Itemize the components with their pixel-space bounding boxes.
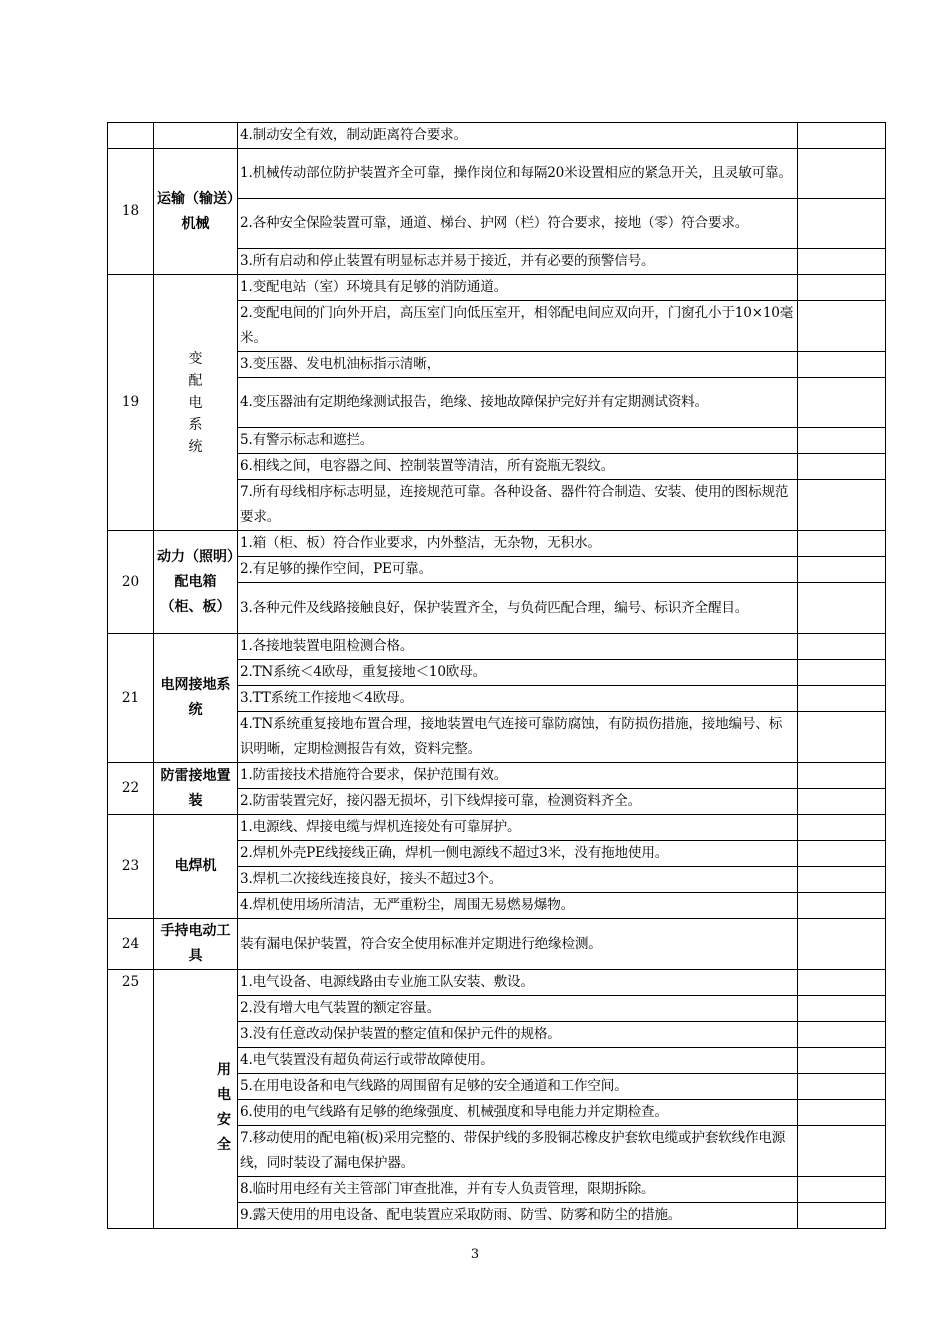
- check-item: 6.使用的电气线路有足够的绝缘强度、机械强度和导电能力并定期检查。: [238, 1100, 798, 1126]
- check-item: 装有漏电保护装置，符合安全使用标准并定期进行绝缘检测。: [238, 919, 798, 970]
- result-cell: [798, 1022, 886, 1048]
- category-label: 用电安全: [217, 1062, 231, 1153]
- check-item: 2.没有增大电气装置的额定容量。: [238, 996, 798, 1022]
- result-cell: [798, 1048, 886, 1074]
- category-cell: 手持电动工具: [154, 919, 238, 970]
- result-cell: [798, 1126, 886, 1177]
- check-item: 1.电源线、焊接电缆与焊机连接处有可靠屏护。: [238, 815, 798, 841]
- check-item: 3.各种元件及线路接触良好，保护装置齐全，与负荷匹配合理，编号、标识齐全醒目。: [238, 583, 798, 634]
- row-number: 19: [108, 275, 154, 531]
- result-cell: [798, 841, 886, 867]
- result-cell: [798, 123, 886, 149]
- result-cell: [798, 480, 886, 531]
- row-number: [108, 123, 154, 149]
- check-item: 7.所有母线相序标志明显，连接规范可靠。各种设备、器件符合制造、安装、使用的图标规范要求。: [238, 480, 798, 531]
- result-cell: [798, 893, 886, 919]
- result-cell: [798, 454, 886, 480]
- result-cell: [798, 1100, 886, 1126]
- result-cell: [798, 1074, 886, 1100]
- check-item: 3.没有任意改动保护装置的整定值和保护元件的规格。: [238, 1022, 798, 1048]
- check-item: 2.各种安全保险装置可靠，通道、梯台、护网（栏）符合要求，接地（零）符合要求。: [238, 199, 798, 249]
- table-row: [108, 275, 886, 301]
- row-number: 18: [108, 149, 154, 275]
- result-cell: [798, 970, 886, 996]
- result-cell: [798, 199, 886, 249]
- row-number: 21: [108, 634, 154, 763]
- page-number: 3: [470, 1247, 480, 1262]
- result-cell: [798, 815, 886, 841]
- category-cell: 运输（输送）机械: [154, 149, 238, 275]
- result-cell: [798, 149, 886, 199]
- check-item: 6.相线之间，电容器之间、控制装置等清洁，所有瓷瓶无裂纹。: [238, 454, 798, 480]
- check-item: 4.焊机使用场所清洁，无严重粉尘，周围无易燃易爆物。: [238, 893, 798, 919]
- check-item: 8.临时用电经有关主管部门审查批准，并有专人负责管理，限期拆除。: [238, 1177, 798, 1203]
- result-cell: [798, 789, 886, 815]
- result-cell: [798, 352, 886, 378]
- check-item: 3.TT系统工作接地＜4欧母。: [238, 686, 798, 712]
- check-item: 2.TN系统＜4欧母，重复接地＜10欧母。: [238, 660, 798, 686]
- table-row: [108, 919, 886, 970]
- result-cell: [798, 378, 886, 428]
- check-item: 4.TN系统重复接地布置合理，接地装置电气连接可靠防腐蚀，有防损伤措施，接地编号、标识明晰，定期检测报告有效，资料完整。: [238, 712, 798, 763]
- category-cell: 防雷接地置装: [154, 763, 238, 815]
- result-cell: [798, 660, 886, 686]
- result-cell: [798, 301, 886, 352]
- check-item: 1.箱（柜、板）符合作业要求，内外整洁，无杂物，无积水。: [238, 531, 798, 557]
- category-cell: 动力（照明）配电箱（柜、板）: [154, 531, 238, 634]
- table-row: [108, 970, 886, 996]
- category-cell: [154, 123, 238, 149]
- result-cell: [798, 583, 886, 634]
- table-row: [108, 763, 886, 789]
- category-cell: 电网接地系统: [154, 634, 238, 763]
- category-cell: [154, 275, 238, 531]
- row-number: 23: [108, 815, 154, 919]
- check-item: 2.防雷装置完好，接闪器无损坏，引下线焊接可靠，检测资料齐全。: [238, 789, 798, 815]
- check-item: 2.有足够的操作空间，PE可靠。: [238, 557, 798, 583]
- result-cell: [798, 1177, 886, 1203]
- check-item: 9.露天使用的用电设备、配电装置应采取防雨、防雪、防雾和防尘的措施。: [238, 1203, 798, 1229]
- table-row: [108, 123, 886, 149]
- row-number: 20: [108, 531, 154, 634]
- check-item: 1.电气设备、电源线路由专业施工队安装、敷设。: [238, 970, 798, 996]
- table-row: [108, 149, 886, 199]
- row-number: 25: [108, 970, 154, 1229]
- safety-checklist-table: [107, 122, 886, 1229]
- table-row: [108, 531, 886, 557]
- result-cell: [798, 867, 886, 893]
- table-row: [108, 634, 886, 660]
- check-item: 5.有警示标志和遮拦。: [238, 428, 798, 454]
- check-item: 1.机械传动部位防护装置齐全可靠，操作岗位和每隔20米设置相应的紧急开关，且灵敏可靠。: [238, 149, 798, 199]
- row-number: 24: [108, 919, 154, 970]
- result-cell: [798, 919, 886, 970]
- result-cell: [798, 275, 886, 301]
- check-item: 4.电气装置没有超负荷运行或带故障使用。: [238, 1048, 798, 1074]
- result-cell: [798, 996, 886, 1022]
- row-number: 22: [108, 763, 154, 815]
- result-cell: [798, 249, 886, 275]
- result-cell: [798, 712, 886, 763]
- category-cell: 电焊机: [154, 815, 238, 919]
- check-item: 3.焊机二次接线连接良好，接头不超过3个。: [238, 867, 798, 893]
- check-item: 3.变压器、发电机油标指示清晰，: [238, 352, 798, 378]
- table-row: [108, 815, 886, 841]
- result-cell: [798, 763, 886, 789]
- check-item: 3.所有启动和停止装置有明显标志并易于接近，并有必要的预警信号。: [238, 249, 798, 275]
- result-cell: [798, 686, 886, 712]
- check-item: 1.各接地装置电阻检测合格。: [238, 634, 798, 660]
- check-item: 5.在用电设备和电气线路的周围留有足够的安全通道和工作空间。: [238, 1074, 798, 1100]
- result-cell: [798, 428, 886, 454]
- category-cell: [154, 970, 238, 1229]
- result-cell: [798, 531, 886, 557]
- check-item: 1.防雷接技术措施符合要求，保护范围有效。: [238, 763, 798, 789]
- check-item: 2.变配电间的门向外开启，高压室门向低压室开，相邻配电间应双向开，门窗孔小于10×10毫米。: [238, 301, 798, 352]
- check-item: 1.变配电站（室）环境具有足够的消防通道。: [238, 275, 798, 301]
- check-item: 2.焊机外壳PE线接线正确，焊机一侧电源线不超过3米，没有拖地使用。: [238, 841, 798, 867]
- result-cell: [798, 1203, 886, 1229]
- check-item: 4.制动安全有效，制动距离符合要求。: [238, 123, 798, 149]
- check-item: 4.变压器油有定期绝缘测试报告，绝缘、接地故障保护完好并有定期测试资料。: [238, 378, 798, 428]
- check-item: 7.移动使用的配电箱(板)采用完整的、带保护线的多股铜芯橡皮护套软电缆或护套软线作电源线，同时装设了漏电保护器。: [238, 1126, 798, 1177]
- result-cell: [798, 557, 886, 583]
- category-label: 变配电系统: [188, 350, 203, 455]
- result-cell: [798, 634, 886, 660]
